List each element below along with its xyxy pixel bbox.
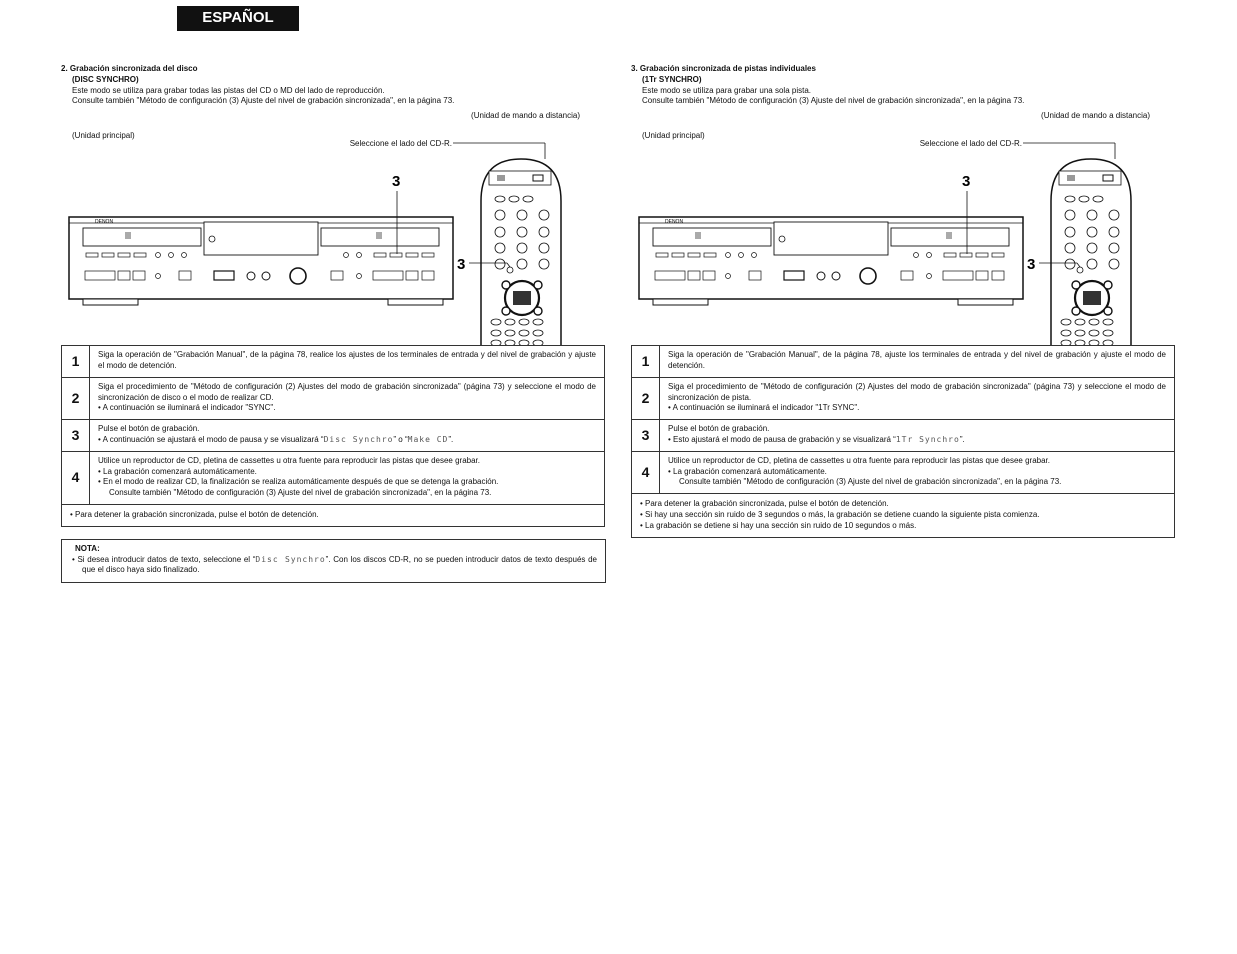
step-number: 3 <box>632 420 660 452</box>
footer-note: • Si hay una sección sin ruido de 3 segundos o más, la grabación se detiene cuando la siguiente pista comienza. <box>640 509 1040 519</box>
footer-row <box>62 504 605 526</box>
footer-note: • La grabación se detiene si hay una sección sin ruido de 10 segundos o más. <box>640 520 917 530</box>
remote-control <box>1051 159 1131 345</box>
step-bullet: • Esto ajustará el modo de pausa de grabación y se visualizará “1Tr Synchro”. <box>668 434 965 444</box>
note-text: • Si desea introducir datos de texto, seleccione el “Disc Synchro”. Con los discos CD-R, no se pueden introducir datos de texto después de que el disco haya sido finalizado. <box>72 554 598 575</box>
step-row <box>632 451 1175 493</box>
section-heading <box>631 64 1176 86</box>
step-number: 4 <box>62 451 90 504</box>
illustration-svg <box>61 111 606 345</box>
section-heading <box>61 64 606 86</box>
language-tab: ESPAÑOL <box>177 6 299 31</box>
step-bullet: • La grabación comenzará automáticamente. <box>668 466 827 476</box>
intro-line-1: Este modo se utiliza para grabar todas las pistas del CD o MD del lado de reproducción. <box>72 85 385 95</box>
heading-line-2: (1Tr SYNCHRO) <box>642 74 702 84</box>
step-bullet: • A continuación se iluminará el indicador "SYNC". <box>98 403 276 413</box>
select-side-label: Seleccione el lado del CD-R. <box>349 139 452 149</box>
step-number: 1 <box>632 346 660 378</box>
device-illustration <box>631 111 1176 345</box>
brand-logo: DENON <box>665 219 684 226</box>
step-bullet: • En el modo de realizar CD, la finalización se realiza automáticamente después de que se detenga la grabación. <box>98 477 499 487</box>
step-text: Siga el procedimiento de "Método de configuración (2) Ajustes del modo de grabación sincronizada" (página 73) y seleccione el modo de sincronización de disco o el modo de realizar CD. <box>98 381 596 402</box>
step-number: 2 <box>62 377 90 419</box>
illustration-svg <box>631 111 1176 345</box>
step-text: Pulse el botón de grabación. <box>668 424 770 434</box>
section-disc-synchro <box>61 64 606 583</box>
footer-note: • Para detener la grabación sincronizada, pulse el botón de detención. <box>640 499 889 509</box>
intro-line-2: Consulte también "Método de configuración (3) Ajuste del nivel de grabación sincronizada", en la página 73. <box>642 96 1025 106</box>
heading-line-2: (DISC SYNCHRO) <box>72 74 139 84</box>
callout-number-top: 3 <box>962 173 971 191</box>
step-row <box>62 451 605 504</box>
intro-line-2: Consulte también "Método de configuración (3) Ajuste del nivel de grabación sincronizada", en la página 73. <box>72 96 455 106</box>
main-unit <box>69 217 453 305</box>
display-text: Disc Synchro <box>323 434 394 444</box>
note-title: NOTA: <box>75 543 100 553</box>
steps-table <box>61 345 605 527</box>
footer-row <box>632 494 1175 537</box>
step-bullet: • A continuación se iluminará el indicador "1Tr SYNC". <box>668 403 860 413</box>
volume-knob <box>860 268 876 284</box>
steps-table <box>631 345 1175 537</box>
step-number: 1 <box>62 346 90 378</box>
step-content <box>660 377 1175 419</box>
step-row <box>62 420 605 452</box>
step-row <box>632 346 1175 378</box>
remote-label: (Unidad de mando a distancia) <box>471 111 580 121</box>
display-text: Disc Synchro <box>255 554 326 564</box>
callout-number-top: 3 <box>392 173 401 191</box>
step-row <box>62 346 605 378</box>
step-content <box>90 377 605 419</box>
remote-control <box>481 159 561 345</box>
main-unit <box>639 217 1023 305</box>
tray-left <box>83 228 201 246</box>
step-bullet-continuation: Consulte también "Método de configuración (3) Ajuste del nivel de grabación sincronizada", en la página 73. <box>679 477 1062 487</box>
step-text: Utilice un reproductor de CD, pletina de cassettes u otra fuente para reproducir las pistas que desee grabar. <box>98 455 480 465</box>
section-1tr-synchro <box>631 64 1176 538</box>
step-bullet: • La grabación comenzará automáticamente. <box>98 466 257 476</box>
step-content <box>660 420 1175 452</box>
tray-left <box>653 228 771 246</box>
intro-line-1: Este modo se utiliza para grabar una sola pista. <box>642 85 811 95</box>
brand-logo: DENON <box>95 219 114 226</box>
display-window <box>204 222 318 255</box>
step-text: Siga la operación de "Grabación Manual", de la página 78, realice los ajustes de los terminales de entrada y del nivel de grabación y ajuste el modo de detención. <box>90 346 605 378</box>
display-text: Make CD <box>407 434 449 444</box>
step-text: Utilice un reproductor de CD, pletina de cassettes u otra fuente para reproducir las pistas que desee grabar. <box>668 455 1050 465</box>
step-number: 4 <box>632 451 660 493</box>
footer-notes <box>632 494 1175 537</box>
step-bullet: • A continuación se ajustará el modo de pausa y se visualizará “Disc Synchro” o “Make CD”. <box>98 434 454 444</box>
heading-line-1: 2. Grabación sincronizada del disco <box>61 64 198 73</box>
display-window <box>774 222 888 255</box>
step-bullet-continuation: Consulte también "Método de configuración (3) Ajuste del nivel de grabación sincronizada", en la página 73. <box>109 488 492 498</box>
main-unit-label: (Unidad principal) <box>72 131 135 141</box>
device-illustration <box>61 111 606 345</box>
heading-line-1: 3. Grabación sincronizada de pistas individuales <box>631 64 816 73</box>
display-text: 1Tr Synchro <box>895 434 960 444</box>
step-text: Siga la operación de "Grabación Manual", de la página 78, ajuste los terminales de entrada y del nivel de grabación y ajuste el modo de detención. <box>660 346 1175 378</box>
volume-knob <box>290 268 306 284</box>
footer-note: • Para detener la grabación sincronizada, pulse el botón de detención. <box>62 504 605 526</box>
step-content <box>660 451 1175 493</box>
step-row <box>62 377 605 419</box>
step-content <box>90 420 605 452</box>
note-box <box>61 539 606 583</box>
step-number: 2 <box>632 377 660 419</box>
step-number: 3 <box>62 420 90 452</box>
step-text: Pulse el botón de grabación. <box>98 424 200 434</box>
select-side-label: Seleccione el lado del CD-R. <box>919 139 1022 149</box>
step-row <box>632 377 1175 419</box>
step-row <box>632 420 1175 452</box>
step-content <box>90 451 605 504</box>
callout-number-side: 3 <box>457 256 466 274</box>
callout-number-side: 3 <box>1027 256 1036 274</box>
remote-label: (Unidad de mando a distancia) <box>1041 111 1150 121</box>
main-unit-label: (Unidad principal) <box>642 131 705 141</box>
step-text: Siga el procedimiento de "Método de configuración (2) Ajustes del modo de grabación sincronizada" (página 73) y seleccione el modo de sincronización de pista. <box>668 381 1166 402</box>
